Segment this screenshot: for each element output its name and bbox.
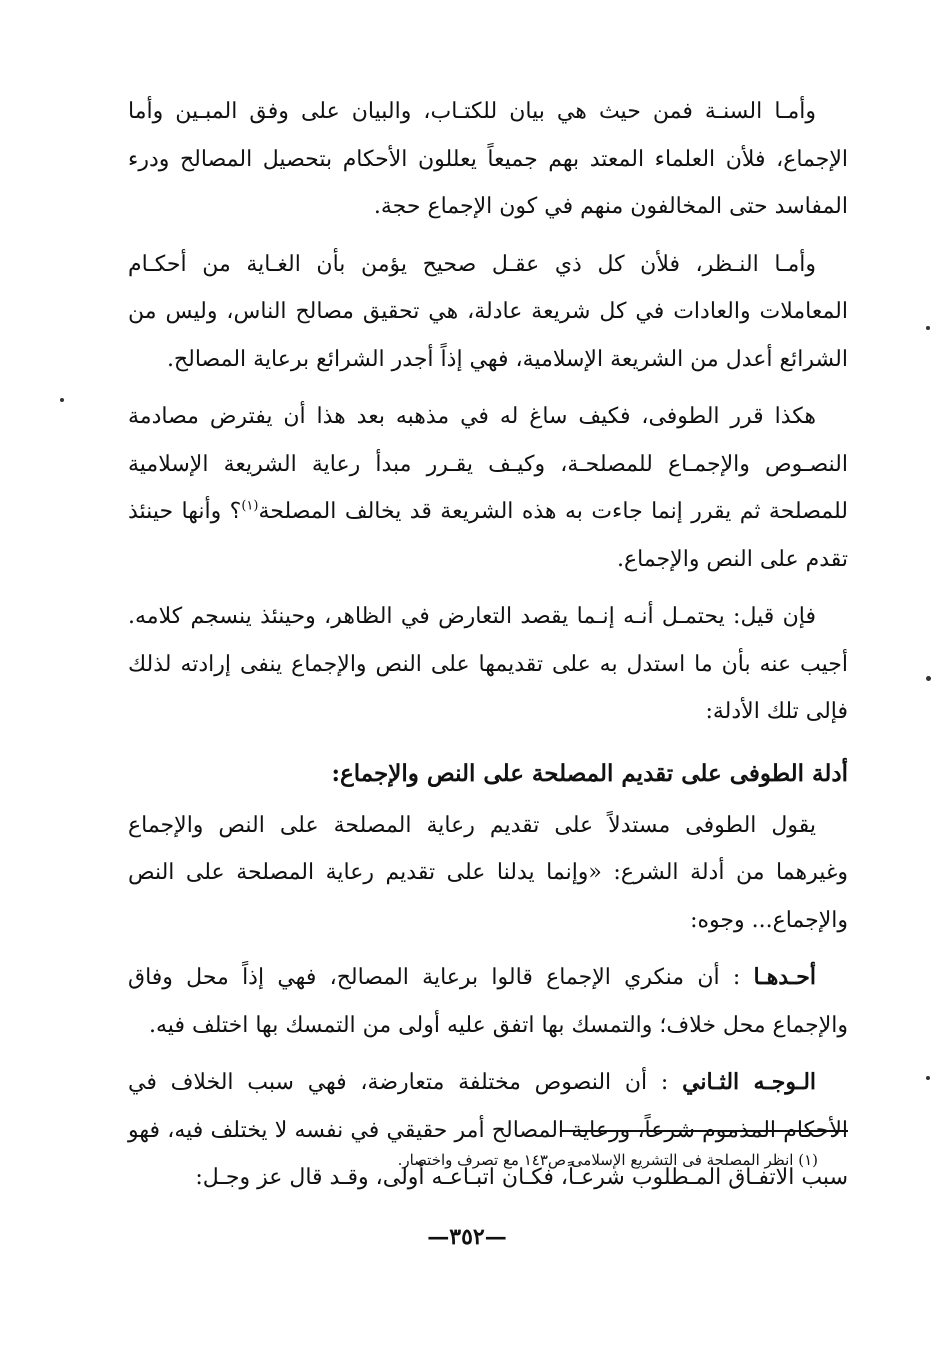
footnote-reference: (١) [241, 498, 259, 514]
paragraph-objection: فإن قيل: يحتمـل أنـه إنـما يقصد التعارض في الظاهر، وحينئذ ينسجم كلامه. أجيب عنه بأن ما استدل به على تقديمها على النص والإجماع ينفى إرادته لذلك فإلى تلك الأدلة: [128, 604, 848, 724]
footnote-divider [560, 1130, 848, 1132]
first-proof-label: أحـدهـا [753, 964, 817, 990]
section-heading: أدلة الطوفى على تقديم المصلحة على النص والإجماع: [331, 759, 848, 787]
scan-speck [926, 676, 931, 681]
second-proof-label: الـوجـه الثـاني [682, 1069, 817, 1095]
scan-speck [60, 398, 64, 402]
paragraph-tufi-critique [128, 393, 848, 583]
paragraph-tufi-critique-tail: ؟ وأنها حينئذ تقدم على النص والإجماع. [128, 499, 848, 572]
page-body [128, 88, 848, 1202]
paragraph-tufi-critique-text: هكذا قرر الطوفى، فكيف ساغ له في مذهبه بعد هذا أن يفترض مصادمة النصـوص والإجمـاع للمصلحـة، وكيـف يقـرر مبدأ رعاية الشريعة الإسلامية للمصلحة ثم يقرر إنما جاءت به هذه الشريعة قد يخالف المصلحة [128, 404, 848, 524]
paragraph-nazar: وأمـا النـظر، فلأن كل ذي عقـل صحيح يؤمن بأن الغـاية من أحكـام المعاملات والعادات في كل شريعة عادلة، هي تحقيق مصالح الناس، وليس من الشرائع أعدل من الشريعة الإسلامية، فهي إذاً أجدر الشرائع برعاية المصالح. [128, 251, 848, 372]
first-proof-text: : أن منكري الإجماع قالوا برعاية المصالح، فهي إذاً محل وفاق والإجماع محل خلاف؛ والتمسك بها اتفق عليه أولى من التمسك بها اختلف فيه. [128, 965, 848, 1038]
page-number: —٣٥٢— [427, 1224, 507, 1250]
paragraph-first-proof [128, 954, 848, 1049]
second-proof-text: : أن النصوص مختلفة متعارضة، فهي سبب الخلاف في الأحكام المذموم شرعاً، ورعاية المصالح أمر حقيقي في نفسه لا يختلف فيه، فهو سبب الاتفـاق المـطلوب شرعـاً، فكـان اتبـاعـه أولى، وقـد قال عز وجـل: [128, 1070, 848, 1190]
footnote: (١) انظر المصلحة فى التشريع الإسلامى ص١٤٣ مع تصرف واختصار. [397, 1151, 818, 1169]
paragraph-tufi-evidence-intro: يقول الطوفى مستدلاً على تقديم رعاية المصلحة على النص والإجماع وغيرهما من أدلة الشرع: «وإنما يدلنا على تقديم رعاية المصلحة على النص والإجماع... وجوه: [128, 812, 848, 933]
scan-speck [926, 326, 930, 330]
paragraph-sunnah-ijma: وأمـا السنـة فمن حيث هي بيان للكتـاب، والبيان على وفق المبـين وأما الإجماع، فلأن العلماء المعتد بهم جميعاً يعللون الأحكام بتحصيل المصالح ودرء المفاسد حتى المخالفون منهم في كون الإجماع حجة. [128, 99, 848, 219]
scan-speck [926, 1076, 930, 1080]
